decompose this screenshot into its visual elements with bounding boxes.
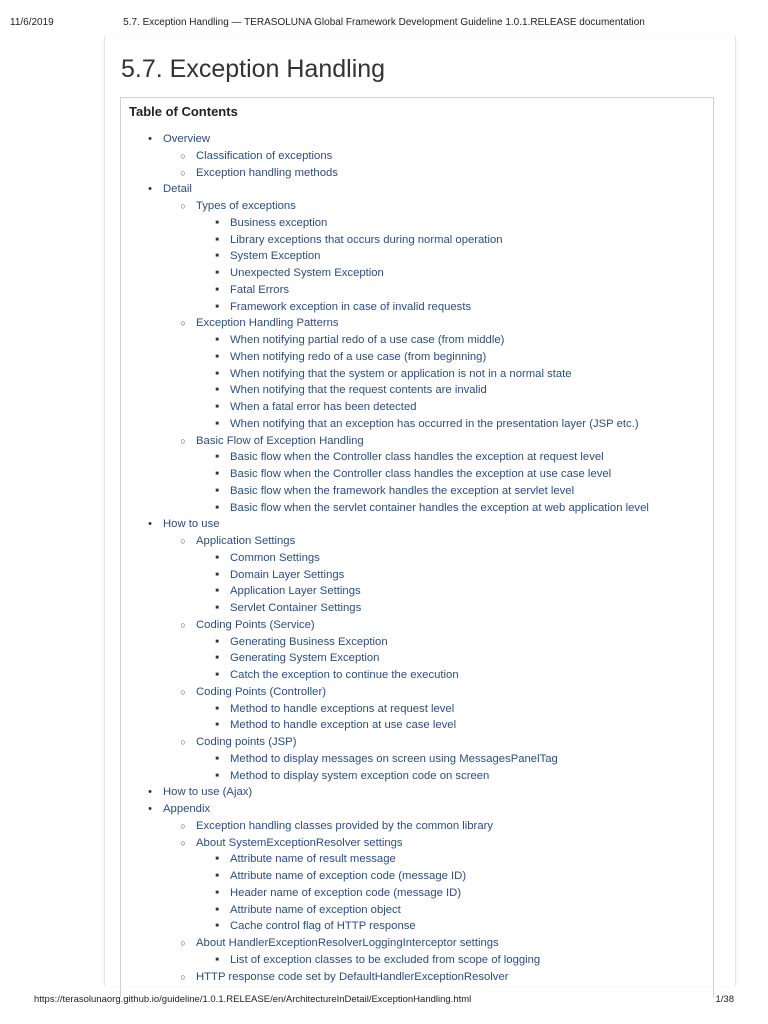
toc-link[interactable]: Application Settings [196, 535, 296, 547]
bullet-icon: ■ [215, 420, 219, 427]
toc-link[interactable]: Method to handle exceptions at request level [230, 702, 455, 715]
toc-item [121, 902, 714, 919]
page-title: 5.7. Exception Handling [121, 55, 386, 83]
toc-link[interactable]: Common Settings [230, 551, 320, 564]
toc-item [121, 868, 714, 885]
bullet-icon: ■ [215, 923, 219, 930]
toc-link[interactable]: Method to handle exception at use case level [230, 719, 457, 732]
bullet-icon: ■ [215, 722, 219, 729]
toc-link[interactable]: Cache control flag of HTTP response [230, 920, 416, 933]
toc-link[interactable]: Library exceptions that occurs during normal operation [230, 233, 503, 246]
bullet-icon: ■ [215, 554, 219, 561]
bullet-icon: • [148, 133, 152, 145]
toc-link[interactable]: Generating System Exception [230, 652, 380, 665]
bullet-icon: ■ [215, 337, 219, 343]
toc-item [121, 449, 714, 466]
bullet-icon: ■ [215, 471, 219, 477]
bullet-icon: ○ [180, 837, 186, 848]
toc-link[interactable]: Types of exceptions [196, 200, 296, 212]
toc-item [121, 248, 714, 265]
bullet-icon: ■ [215, 772, 219, 779]
toc-link[interactable]: Detail [163, 183, 192, 196]
bullet-icon: ■ [215, 605, 219, 611]
toc-link[interactable]: Coding Points (Service) [196, 618, 315, 631]
toc-item [121, 835, 714, 852]
toc-link[interactable]: HTTP response code set by DefaultHandlerExceptionResolver [196, 970, 509, 983]
toc-item [121, 650, 714, 667]
toc-item [121, 433, 714, 450]
toc-link[interactable]: Attribute name of exception object [230, 903, 401, 916]
toc-item [121, 165, 714, 182]
bullet-icon: ■ [215, 856, 219, 863]
toc-item [121, 299, 714, 316]
toc-link[interactable]: Coding points (JSP) [196, 736, 297, 748]
toc-link[interactable]: When notifying that an exception has occurred in the presentation layer (JSP etc.) [230, 417, 639, 430]
toc-item [121, 382, 714, 399]
toc-item [121, 567, 714, 584]
toc-item [121, 751, 714, 768]
toc-item [121, 935, 714, 952]
page-number: 1/38 [715, 994, 734, 1005]
toc-link[interactable]: Exception Handling Patterns [196, 317, 339, 330]
toc-item [121, 734, 714, 751]
toc-link[interactable]: Coding Points (Controller) [196, 685, 326, 698]
toc-list [121, 131, 714, 985]
bullet-icon: ■ [215, 219, 219, 226]
bullet-icon: ■ [215, 755, 219, 762]
toc-link[interactable]: How to use (Ajax) [163, 786, 253, 799]
toc-item [121, 667, 714, 684]
toc-item [121, 315, 714, 332]
toc-item [121, 416, 714, 433]
toc-link[interactable]: Exception handling classes provided by the common library [196, 819, 494, 832]
bullet-icon: ○ [180, 686, 186, 697]
table-of-contents [120, 97, 714, 997]
toc-item [121, 583, 714, 600]
bullet-icon: ■ [215, 672, 219, 678]
bullet-icon: ■ [215, 889, 219, 896]
bullet-icon: ■ [215, 655, 219, 662]
bullet-icon: ■ [215, 303, 219, 310]
toc-link[interactable]: About SystemExceptionResolver settings [196, 836, 403, 849]
toc-item [121, 332, 714, 349]
toc-link[interactable]: System Exception [230, 250, 321, 263]
toc-link[interactable]: Classification of exceptions [196, 149, 333, 162]
bullet-icon: ■ [215, 906, 219, 913]
toc-link[interactable]: Application Layer Settings [230, 585, 361, 598]
toc-item [121, 801, 714, 818]
toc-link[interactable]: When a fatal error has been detected [230, 401, 417, 413]
bullet-icon: ○ [180, 619, 186, 630]
toc-link[interactable]: Basic flow when the servlet container handles the exception at web application level [230, 501, 649, 514]
bullet-icon: ○ [180, 737, 186, 747]
print-document-title: 5.7. Exception Handling — TERASOLUNA Global Framework Development Guideline 1.0.1.RELEASE documentation [123, 17, 645, 28]
toc-link[interactable]: Attribute name of result message [230, 853, 396, 866]
toc-link[interactable]: Fatal Errors [230, 283, 290, 296]
toc-item [121, 349, 714, 366]
bullet-icon: ■ [215, 387, 219, 394]
bullet-icon: ■ [215, 404, 219, 410]
toc-item [121, 516, 714, 533]
toc-item [121, 784, 714, 801]
bullet-icon: ○ [180, 150, 186, 161]
toc-item [121, 466, 714, 483]
bullet-icon: ■ [215, 588, 219, 595]
toc-link[interactable]: When notifying that the request contents are invalid [230, 384, 487, 397]
bullet-icon: ■ [215, 504, 219, 511]
bullet-icon: • [148, 803, 152, 815]
bullet-icon: ○ [180, 201, 186, 211]
bullet-icon: ■ [215, 270, 219, 276]
toc-link[interactable]: Basic flow when the framework handles the exception at servlet level [230, 484, 575, 497]
toc-item [121, 818, 714, 835]
bullet-icon: ■ [215, 873, 219, 879]
bullet-icon: ○ [180, 318, 186, 329]
toc-link[interactable]: Framework exception in case of invalid requests [230, 300, 472, 313]
toc-item [121, 600, 714, 617]
bullet-icon: ■ [215, 638, 219, 645]
toc-item [121, 500, 714, 517]
print-url: https://terasolunaorg.github.io/guideline/1.0.1.RELEASE/en/ArchitectureInDetail/ExceptionHandling.html [34, 994, 472, 1005]
toc-link[interactable]: Unexpected System Exception [230, 267, 384, 279]
toc-item [121, 131, 714, 148]
toc-item [121, 181, 714, 198]
bullet-icon: ○ [180, 971, 186, 982]
toc-link[interactable]: When notifying redo of a use case (from beginning) [230, 350, 487, 363]
bullet-icon: ■ [215, 705, 219, 712]
toc-item [121, 483, 714, 500]
bullet-icon: ■ [215, 370, 219, 377]
toc-heading: Table of Contents [129, 104, 238, 119]
toc-link[interactable]: Basic flow when the Controller class handles the exception at request level [230, 451, 604, 464]
bullet-icon: ■ [215, 571, 219, 578]
toc-link[interactable]: Generating Business Exception [230, 635, 388, 648]
toc-item [121, 265, 714, 282]
toc-item [121, 952, 714, 969]
bullet-icon: ■ [215, 487, 219, 494]
toc-item [121, 717, 714, 734]
toc-link[interactable]: When notifying partial redo of a use case (from middle) [230, 334, 505, 346]
bullet-icon: ○ [180, 938, 186, 948]
toc-item [121, 768, 714, 785]
toc-link[interactable]: Business exception [230, 216, 328, 229]
bullet-icon: ■ [215, 454, 219, 461]
toc-item [121, 533, 714, 550]
toc-item [121, 282, 714, 299]
toc-link[interactable]: When notifying that the system or application is not in a normal state [230, 367, 572, 380]
toc-item [121, 918, 714, 935]
toc-item [121, 851, 714, 868]
toc-link[interactable]: Attribute name of exception code (message ID) [230, 870, 467, 882]
toc-item [121, 617, 714, 634]
toc-link[interactable]: About HandlerExceptionResolverLoggingInterceptor settings [196, 937, 499, 949]
toc-link[interactable]: Basic Flow of Exception Handling [196, 434, 364, 447]
toc-link[interactable]: Overview [163, 133, 211, 145]
toc-item [121, 366, 714, 383]
bullet-icon: ■ [215, 353, 219, 360]
toc-item [121, 634, 714, 651]
bullet-icon: • [148, 518, 152, 531]
toc-item [121, 232, 714, 249]
bullet-icon: ■ [215, 286, 219, 293]
bullet-icon: ■ [215, 236, 219, 243]
toc-link[interactable]: Header name of exception code (message ID) [230, 886, 462, 899]
toc-link[interactable]: Method to display messages on screen using MessagesPanelTag [230, 752, 558, 765]
bullet-icon: • [148, 183, 152, 196]
toc-item [121, 701, 714, 718]
bullet-icon: • [148, 786, 152, 799]
toc-item [121, 215, 714, 232]
toc-item [121, 148, 714, 165]
bullet-icon: ■ [215, 253, 219, 260]
toc-link[interactable]: Basic flow when the Controller class handles the exception at use case level [230, 468, 612, 480]
toc-link[interactable]: Method to display system exception code on screen [230, 769, 490, 782]
bullet-icon: ○ [180, 536, 186, 546]
toc-link[interactable]: Exception handling methods [196, 166, 338, 179]
toc-item [121, 550, 714, 567]
toc-link[interactable]: List of exception classes to be excluded from scope of logging [230, 953, 541, 966]
toc-item [121, 969, 714, 986]
toc-link[interactable]: How to use [163, 518, 220, 531]
toc-item [121, 198, 714, 215]
toc-link[interactable]: Domain Layer Settings [230, 568, 345, 581]
bullet-icon: ○ [180, 435, 186, 446]
toc-link[interactable]: Servlet Container Settings [230, 602, 362, 614]
toc-item [121, 684, 714, 701]
toc-item [121, 885, 714, 902]
bullet-icon: ○ [180, 167, 186, 178]
bullet-icon: ■ [215, 956, 219, 963]
toc-item [121, 399, 714, 416]
bullet-icon: ○ [180, 820, 186, 831]
print-date: 11/6/2019 [10, 17, 54, 28]
toc-link[interactable]: Catch the exception to continue the execution [230, 669, 459, 681]
toc-link[interactable]: Appendix [163, 803, 211, 815]
